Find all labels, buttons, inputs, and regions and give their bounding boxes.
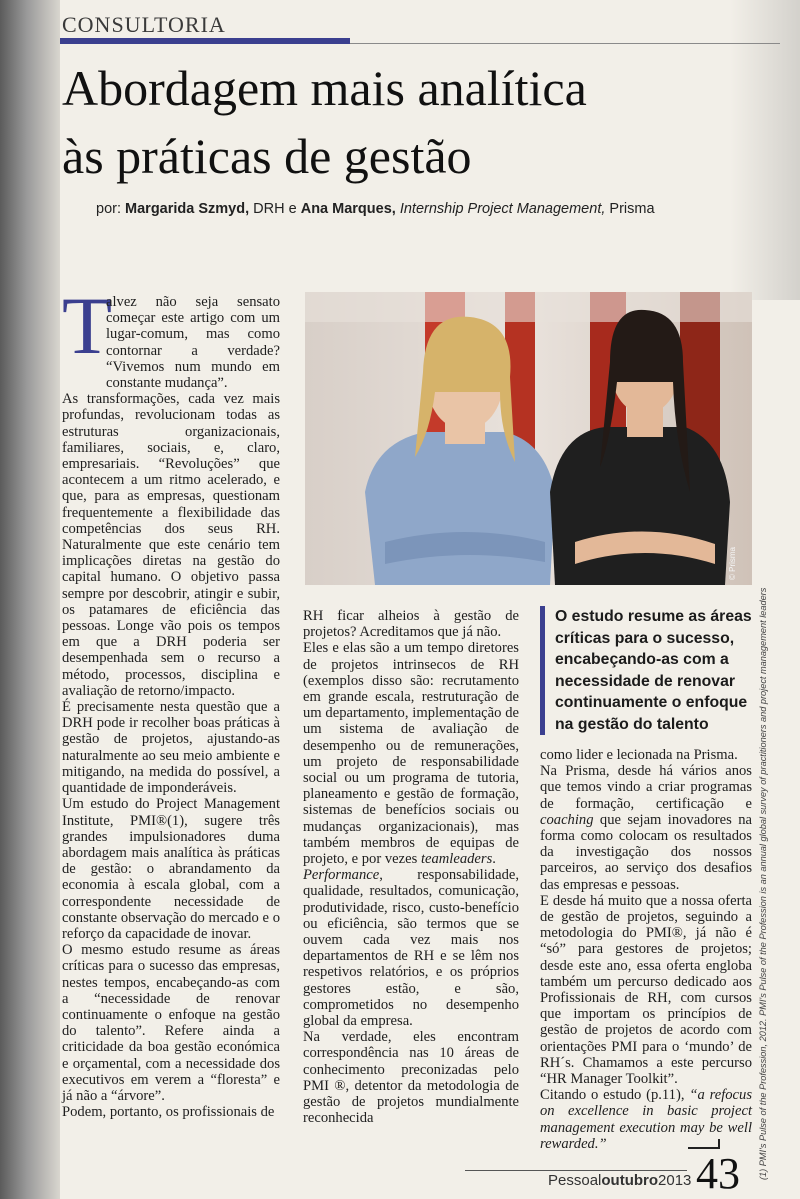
end-of-article-mark (688, 1139, 720, 1149)
paragraph: Na Prisma, desde há vários anos que temos vindo a criar programas de formação, certificação e coaching que sejam inovadores na forma como colocam os resultados da investigação dos nossos parceiros, ao serviço dos desafios das empresas e pessoas. (540, 763, 752, 893)
paragraph: É precisamente nesta questão que a DRH pode ir recolher boas práticas à gestão de projetos, ajustando-as naturalmente ao seu meio ambiente e mitigando, na medida do possível, a quantidade de imponderáveis. (62, 699, 280, 797)
paragraph: como lider e lecionada na Prisma. (540, 747, 738, 763)
paragraph: Podem, portanto, os profissionais de (62, 1104, 275, 1121)
paragraph: Eles e elas são a um tempo diretores de projetos intrinsecos de RH (exemplos disso são: recrutamento em grande escala, restruturação de um departamento, implementação de um sistema de avaliação de desempenho ou de remunerações, um projeto de responsabilidade social ou um programa de tutoria, planeamento e gestão de formação, sistemas de benefícios sociais ou mudanças organizacionais), mas também membros de equipas de projeto, e por vezes teamleaders. (303, 640, 519, 868)
author-2-role: Internship Project Management, (399, 201, 606, 217)
paragraph: As transformações, cada vez mais profundas, revolucionam todas as estruturas organizacionais, familiares, sociais, e, claro, empresariais. “Revoluções” que acontecem a um ritmo acelerado, e que, para as empresas, questionam frequentemente a flexibilidade das competências dos seus RH. Naturalmente que este cenário tem implicações diretas na gestão do capital humano. O objetivo passa sempre por descobrir, atingir e subir, os patamares de eficiência das pessoas. Longe vão pois os tempos em que a DRH poderia ser desempenhada sem o recurso a método, processos, disciplina e avaliação de retorno/impacto. (62, 391, 280, 699)
paragraph: E desde há muito que a nossa oferta de gestão de projetos, seguindo a metodologia do PMI®, já não é “só” para gestores de projetos; desde este ano, essa oferta engloba também um percurso dedicado aos Profissionais de RH, com cursos que importam os princípios de gestão de projetos de acordo com orientações PMI para o ‘mundo’ de RH´s. Chamamos a este percurso “HR Manager Toolkit”. (540, 892, 752, 1088)
page-number: 43 (696, 1149, 740, 1198)
page-spine-shadow (0, 0, 60, 1199)
facing-page-edge (730, 0, 800, 300)
paragraph: Um estudo do Project Management Institute, PMI®(1), sugere três grandes impulsionadores duma abordagem mais analítica às práticas de gestão: o abrandamento da economia à escala global, com a correspondente necessidade de constante observação do mercado e o reforço da capacidade de inovar. (62, 796, 280, 942)
authors-photo-illustration (305, 292, 752, 585)
paragraph: Performance, responsabilidade, qualidade, resultados, comunicação, produtividade, risco, custo-benefício ou eficiência, são termos que se ouvem cada vez mais nos departamentos de RH e se lêm nos respetivos relatórios, e os próprios gestores estão, e são, comprometidos no desempenho global da empresa. (303, 867, 519, 1030)
paragraph-1-part-a: alvez não seja sensato começar este artigo com um lugar-comum, mas como contornar a verdade? “Vivemos num mundo em constante mudança”. (106, 294, 280, 392)
section-label: CONSULTORIA (62, 12, 226, 37)
column-2 (303, 608, 519, 1127)
paragraph: Citando o estudo (p.11), “a refocus on excellence in basic project management execution may be well rewarded.” (540, 1087, 752, 1152)
footer-rule (465, 1170, 687, 1171)
column-3 (540, 747, 752, 1152)
author-1-role: DRH (253, 201, 285, 217)
byline (96, 201, 655, 217)
byline-prefix: por: (96, 201, 121, 217)
paragraph: O mesmo estudo resume as áreas críticas para o sucesso das empresas, nestes tempos, encabeçando-as com a “necessidade de renovar continuamente o enfoque na gestão do talento”. Refere ainda a criticidade da boa gestão económica e orçamental, com a necessidade dos executivos em verem a “floresta” e já não a “árvore”. (62, 942, 280, 1104)
photo-credit: © Prisma (728, 546, 737, 580)
footnote-vertical: (1) PMI's Pulse of the Profession, 2012. PMI's Pulse of the Profession is an annual global survey of practitioners and project management leaders (758, 587, 768, 1180)
paragraph: RH ficar alheios à gestão de projetos? Acreditamos que já não. (303, 608, 519, 641)
section-rule (350, 43, 780, 44)
section-accent-bar (60, 38, 350, 44)
author-1: Margarida Szmyd, (125, 201, 250, 217)
organization: Prisma (609, 201, 655, 217)
paragraph: Na verdade, eles encontram correspondência nas 10 áreas de conhecimento preconizadas pelo PMI ®, detentor da metodologia de gestão de projetos mundialmente reconhecida (303, 1029, 519, 1127)
article-title-line-1: Abordagem mais analítica (62, 60, 587, 116)
article-title-line-2: às práticas de gestão (62, 128, 472, 184)
drop-cap: T (62, 280, 113, 371)
footer-magazine: Pessoaloutubro2013 (548, 1172, 692, 1189)
pull-quote: O estudo resume as áreas críticas para o sucesso, encabeçando-as com a necessidade de renovar continuamente o enfoque na gestão do talento (540, 606, 770, 735)
authors-photo (305, 292, 752, 585)
column-1 (62, 294, 280, 1120)
byline-conjunction: e (288, 201, 297, 217)
author-2: Ana Marques, (300, 201, 396, 217)
